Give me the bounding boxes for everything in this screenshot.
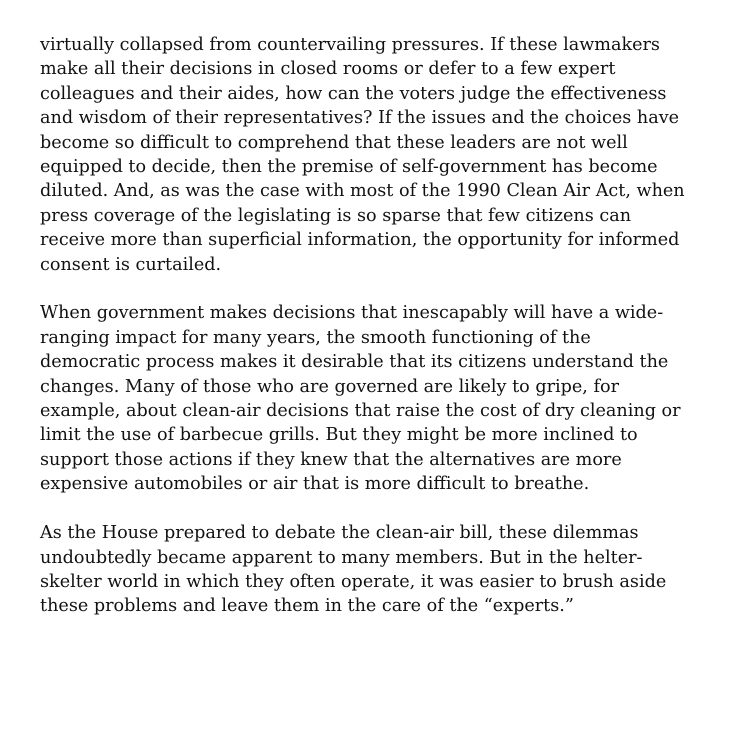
text-line: limit the use of barbecue grills. But they might be more inclined to <box>40 425 638 446</box>
text-line: ranging impact for many years, the smooth functioning of the <box>40 327 591 348</box>
text-line: support those actions if they knew that the alternatives are more <box>40 449 622 470</box>
text-line: virtually collapsed from countervailing pressures. If these lawmakers <box>40 35 660 55</box>
text-line: changes. Many of those who are governed are likely to gripe, for <box>40 376 619 397</box>
text-line: When government makes decisions that inescapably will have a wide- <box>40 303 664 324</box>
text-line: skelter world in which they often operate, it was easier to brush aside <box>40 571 667 592</box>
text-line: equipped to decide, then the premise of self-government has become <box>40 157 658 178</box>
paragraph-2 <box>40 301 720 496</box>
text-line: democratic process makes it desirable that its citizens understand the <box>40 352 669 373</box>
text-line: consent is curtailed. <box>40 254 222 275</box>
document-page <box>40 33 720 643</box>
text-line: expensive automobiles or air that is more difficult to breathe. <box>40 474 590 495</box>
text-line: As the House prepared to debate the clean-air bill, these dilemmas <box>40 523 639 544</box>
text-line: colleagues and their aides, how can the voters judge the effectiveness <box>40 83 667 104</box>
text-line: example, about clean-air decisions that raise the cost of dry cleaning or <box>40 401 681 422</box>
text-line: become so difficult to comprehend that these leaders are not well <box>40 132 628 153</box>
text-line: diluted. And, as was the case with most of the 1990 Clean Air Act, when <box>40 181 685 202</box>
paragraph-3 <box>40 521 720 619</box>
text-line: these problems and leave them in the care of the “experts.” <box>40 596 574 617</box>
text-line: receive more than superficial information, the opportunity for informed <box>40 230 680 251</box>
text-line: and wisdom of their representatives? If the issues and the choices have <box>40 108 680 129</box>
text-line: undoubtedly became apparent to many members. But in the helter- <box>40 547 643 568</box>
text-line: press coverage of the legislating is so sparse that few citizens can <box>40 205 632 226</box>
text-line: make all their decisions in closed rooms or defer to a few expert <box>40 59 616 80</box>
paragraph-1 <box>40 33 720 277</box>
